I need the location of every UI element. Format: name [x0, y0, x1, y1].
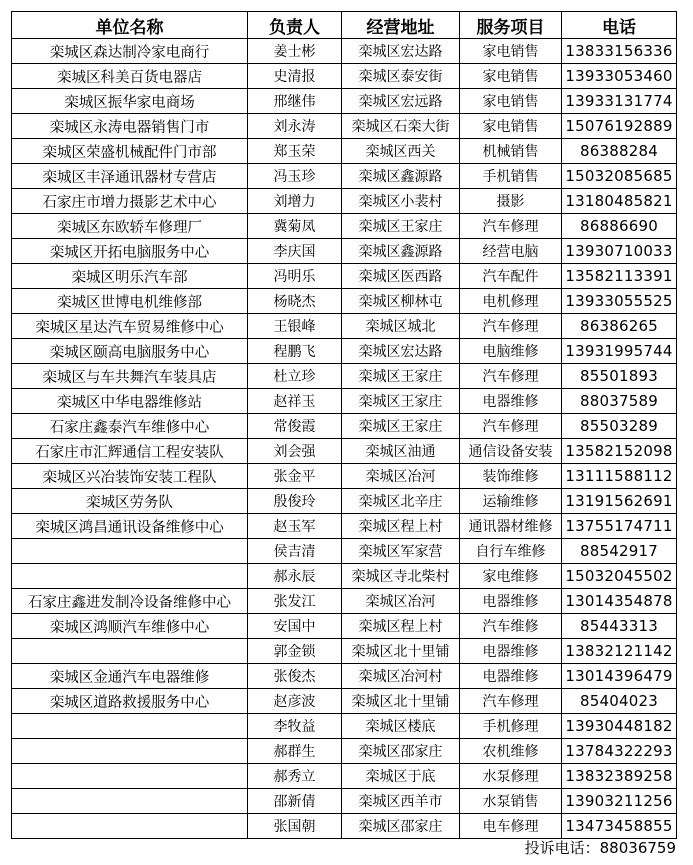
unit-name-cell	[12, 564, 248, 589]
address-cell: 栾城区冶河村	[342, 664, 460, 689]
unit-name-cell: 石家庄鑫进发制冷设备维修中心	[12, 589, 248, 614]
phone-cell: 85443313	[562, 614, 677, 639]
unit-name-cell: 栾城区星达汽车贸易维修中心	[12, 314, 248, 339]
unit-name-cell: 栾城区科美百货电器店	[12, 64, 248, 89]
phone-cell: 13903211256	[562, 789, 677, 814]
address-cell: 栾城区宏达路	[342, 39, 460, 64]
phone-cell: 15032045502	[562, 564, 677, 589]
unit-name-cell: 栾城区开拓电脑服务中心	[12, 239, 248, 264]
table-row	[12, 789, 677, 814]
phone-cell: 13933053460	[562, 64, 677, 89]
person-cell: 冀菊凤	[248, 214, 342, 239]
unit-name-cell: 栾城区森达制冷家电商行	[12, 39, 248, 64]
service-cell: 水泵修理	[460, 764, 562, 789]
phone-cell: 13014396479	[562, 664, 677, 689]
phone-cell: 13582113391	[562, 264, 677, 289]
table-row	[12, 39, 677, 64]
address-cell: 栾城区西关	[342, 139, 460, 164]
unit-name-cell: 栾城区世博电机维修部	[12, 289, 248, 314]
address-cell: 栾城区冶河	[342, 464, 460, 489]
address-cell: 栾城区王家庄	[342, 364, 460, 389]
address-cell: 栾城区邵家庄	[342, 739, 460, 764]
unit-name-cell: 栾城区东欧轿车修理厂	[12, 214, 248, 239]
person-cell: 张国朝	[248, 814, 342, 839]
phone-cell: 86886690	[562, 214, 677, 239]
phone-cell: 13832389258	[562, 764, 677, 789]
table-row	[12, 314, 677, 339]
person-cell: 郑玉荣	[248, 139, 342, 164]
address-cell: 栾城区寺北柴村	[342, 564, 460, 589]
unit-name-cell: 栾城区荣盛机械配件门市部	[12, 139, 248, 164]
person-cell: 赵玉军	[248, 514, 342, 539]
service-cell: 手机修理	[460, 714, 562, 739]
service-cell: 汽车修理	[460, 214, 562, 239]
person-cell: 冯明乐	[248, 264, 342, 289]
phone-cell: 13832121142	[562, 639, 677, 664]
address-cell: 栾城区石栾大街	[342, 114, 460, 139]
service-cell: 家电维修	[460, 564, 562, 589]
person-cell: 刘增力	[248, 189, 342, 214]
phone-cell: 13014354878	[562, 589, 677, 614]
person-cell: 杨晓杰	[248, 289, 342, 314]
person-cell: 刘永涛	[248, 114, 342, 139]
service-cell: 家电销售	[460, 89, 562, 114]
service-cell: 电器维修	[460, 589, 562, 614]
unit-name-cell: 栾城区颐高电脑服务中心	[12, 339, 248, 364]
unit-name-cell: 栾城区永涛电器销售门市	[12, 114, 248, 139]
phone-cell: 13111588112	[562, 464, 677, 489]
header-unit-name: 单位名称	[12, 12, 248, 39]
address-cell: 栾城区军家营	[342, 539, 460, 564]
table-row	[12, 264, 677, 289]
person-cell: 李庆国	[248, 239, 342, 264]
address-cell: 栾城区于底	[342, 764, 460, 789]
table-row	[12, 139, 677, 164]
person-cell: 姜士彬	[248, 39, 342, 64]
service-cell: 装饰维修	[460, 464, 562, 489]
person-cell: 邢继伟	[248, 89, 342, 114]
table-row	[12, 364, 677, 389]
address-cell: 栾城区王家庄	[342, 214, 460, 239]
table-row	[12, 164, 677, 189]
service-cell: 汽车修理	[460, 414, 562, 439]
service-cell: 电器维修	[460, 389, 562, 414]
phone-cell: 86388284	[562, 139, 677, 164]
person-cell: 杜立珍	[248, 364, 342, 389]
phone-cell: 13931995744	[562, 339, 677, 364]
service-cell: 通讯器材维修	[460, 514, 562, 539]
address-cell: 栾城区程上村	[342, 614, 460, 639]
person-cell: 郝秀立	[248, 764, 342, 789]
unit-name-cell: 栾城区鸿昌通讯设备维修中心	[12, 514, 248, 539]
service-cell: 家电销售	[460, 114, 562, 139]
table-row	[12, 439, 677, 464]
person-cell: 郝群生	[248, 739, 342, 764]
person-cell: 殷俊玲	[248, 489, 342, 514]
table-row	[12, 289, 677, 314]
phone-cell: 13930710033	[562, 239, 677, 264]
person-cell: 侯吉清	[248, 539, 342, 564]
phone-cell: 85503289	[562, 414, 677, 439]
service-cell: 农机维修	[460, 739, 562, 764]
table-row	[12, 714, 677, 739]
table-row	[12, 189, 677, 214]
address-cell: 栾城区王家庄	[342, 414, 460, 439]
unit-name-cell: 栾城区中华电器维修站	[12, 389, 248, 414]
service-cell: 电车修理	[460, 814, 562, 839]
table-row	[12, 489, 677, 514]
phone-cell: 85404023	[562, 689, 677, 714]
unit-name-cell: 栾城区与车共舞汽车装具店	[12, 364, 248, 389]
service-cell: 家电销售	[460, 64, 562, 89]
person-cell: 郭金锁	[248, 639, 342, 664]
person-cell: 郝永辰	[248, 564, 342, 589]
table-header-row	[12, 12, 677, 39]
unit-name-cell: 栾城区劳务队	[12, 489, 248, 514]
business-directory-table	[11, 11, 677, 839]
service-cell: 汽车修理	[460, 364, 562, 389]
address-cell: 栾城区邵家庄	[342, 814, 460, 839]
service-cell: 电器维修	[460, 664, 562, 689]
unit-name-cell: 栾城区明乐汽车部	[12, 264, 248, 289]
address-cell: 栾城区北十里铺	[342, 639, 460, 664]
person-cell: 张金平	[248, 464, 342, 489]
table-row	[12, 664, 677, 689]
table-row	[12, 64, 677, 89]
address-cell: 栾城区鑫源路	[342, 164, 460, 189]
address-cell: 栾城区医西路	[342, 264, 460, 289]
table-row	[12, 389, 677, 414]
unit-name-cell: 栾城区振华家电商场	[12, 89, 248, 114]
complaint-phone: 投诉电话：88036759	[524, 839, 676, 857]
address-cell: 栾城区西羊市	[342, 789, 460, 814]
table-row	[12, 814, 677, 839]
address-cell: 栾城区宏远路	[342, 89, 460, 114]
person-cell: 冯玉珍	[248, 164, 342, 189]
table-row	[12, 639, 677, 664]
phone-cell: 13180485821	[562, 189, 677, 214]
person-cell: 安国中	[248, 614, 342, 639]
table-row	[12, 564, 677, 589]
table-row	[12, 514, 677, 539]
phone-cell: 86386265	[562, 314, 677, 339]
unit-name-cell: 石家庄市汇辉通信工程安装队	[12, 439, 248, 464]
address-cell: 栾城区柳林屯	[342, 289, 460, 314]
service-cell: 家电销售	[460, 39, 562, 64]
unit-name-cell	[12, 789, 248, 814]
table-body	[12, 39, 677, 839]
address-cell: 栾城区鑫源路	[342, 239, 460, 264]
address-cell: 栾城区泰安街	[342, 64, 460, 89]
address-cell: 栾城区宏达路	[342, 339, 460, 364]
service-cell: 电器维修	[460, 639, 562, 664]
service-cell: 通信设备安装	[460, 439, 562, 464]
table-row	[12, 764, 677, 789]
header-person-in-charge: 负责人	[248, 12, 342, 39]
person-cell: 史清报	[248, 64, 342, 89]
service-cell: 电脑维修	[460, 339, 562, 364]
unit-name-cell: 栾城区鸿顺汽车维修中心	[12, 614, 248, 639]
service-cell: 汽车修理	[460, 689, 562, 714]
table-row	[12, 114, 677, 139]
address-cell: 栾城区楼底	[342, 714, 460, 739]
phone-cell: 13191562691	[562, 489, 677, 514]
unit-name-cell: 栾城区道路救援服务中心	[12, 689, 248, 714]
header-service-item: 服务项目	[460, 12, 562, 39]
unit-name-cell: 栾城区金通汽车电器维修	[12, 664, 248, 689]
table-row	[12, 689, 677, 714]
phone-cell: 13933055525	[562, 289, 677, 314]
phone-cell: 13833156336	[562, 39, 677, 64]
table-row	[12, 89, 677, 114]
service-cell: 机械销售	[460, 139, 562, 164]
address-cell: 栾城区北辛庄	[342, 489, 460, 514]
table-row	[12, 414, 677, 439]
phone-cell: 13582152098	[562, 439, 677, 464]
person-cell: 程鹏飞	[248, 339, 342, 364]
phone-cell: 88037589	[562, 389, 677, 414]
person-cell: 赵彦波	[248, 689, 342, 714]
service-cell: 水泵销售	[460, 789, 562, 814]
table-row	[12, 614, 677, 639]
table-row	[12, 214, 677, 239]
person-cell: 刘会强	[248, 439, 342, 464]
service-cell: 手机销售	[460, 164, 562, 189]
header-business-address: 经营地址	[342, 12, 460, 39]
service-cell: 汽车修理	[460, 314, 562, 339]
unit-name-cell	[12, 539, 248, 564]
service-cell: 运输维修	[460, 489, 562, 514]
phone-cell: 13755174711	[562, 514, 677, 539]
person-cell: 常俊霞	[248, 414, 342, 439]
unit-name-cell: 栾城区丰泽通讯器材专营店	[12, 164, 248, 189]
table-row	[12, 589, 677, 614]
phone-cell: 15032085685	[562, 164, 677, 189]
person-cell: 邵新倩	[248, 789, 342, 814]
header-phone: 电话	[562, 12, 677, 39]
table-row	[12, 464, 677, 489]
address-cell: 栾城区北十里铺	[342, 689, 460, 714]
unit-name-cell	[12, 714, 248, 739]
service-cell: 自行车维修	[460, 539, 562, 564]
person-cell: 张俊杰	[248, 664, 342, 689]
phone-cell: 13784322293	[562, 739, 677, 764]
unit-name-cell	[12, 739, 248, 764]
address-cell: 栾城区王家庄	[342, 389, 460, 414]
phone-cell: 13933131774	[562, 89, 677, 114]
table-row	[12, 539, 677, 564]
address-cell: 栾城区油通	[342, 439, 460, 464]
unit-name-cell	[12, 764, 248, 789]
table-row	[12, 739, 677, 764]
phone-cell: 85501893	[562, 364, 677, 389]
service-cell: 摄影	[460, 189, 562, 214]
address-cell: 栾城区冶河	[342, 589, 460, 614]
table-row	[12, 239, 677, 264]
person-cell: 赵祥玉	[248, 389, 342, 414]
address-cell: 栾城区程上村	[342, 514, 460, 539]
unit-name-cell: 石家庄市增力摄影艺术中心	[12, 189, 248, 214]
service-cell: 经营电脑	[460, 239, 562, 264]
phone-cell: 15076192889	[562, 114, 677, 139]
service-cell: 汽车维修	[460, 614, 562, 639]
service-cell: 电机修理	[460, 289, 562, 314]
phone-cell: 13473458855	[562, 814, 677, 839]
service-cell: 汽车配件	[460, 264, 562, 289]
address-cell: 栾城区城北	[342, 314, 460, 339]
address-cell: 栾城区小裴村	[342, 189, 460, 214]
unit-name-cell	[12, 814, 248, 839]
unit-name-cell: 栾城区兴冶装饰安装工程队	[12, 464, 248, 489]
unit-name-cell	[12, 639, 248, 664]
phone-cell: 88542917	[562, 539, 677, 564]
phone-cell: 13930448182	[562, 714, 677, 739]
unit-name-cell: 石家庄鑫泰汽车维修中心	[12, 414, 248, 439]
table-row	[12, 339, 677, 364]
person-cell: 李牧益	[248, 714, 342, 739]
person-cell: 张发江	[248, 589, 342, 614]
person-cell: 王银峰	[248, 314, 342, 339]
